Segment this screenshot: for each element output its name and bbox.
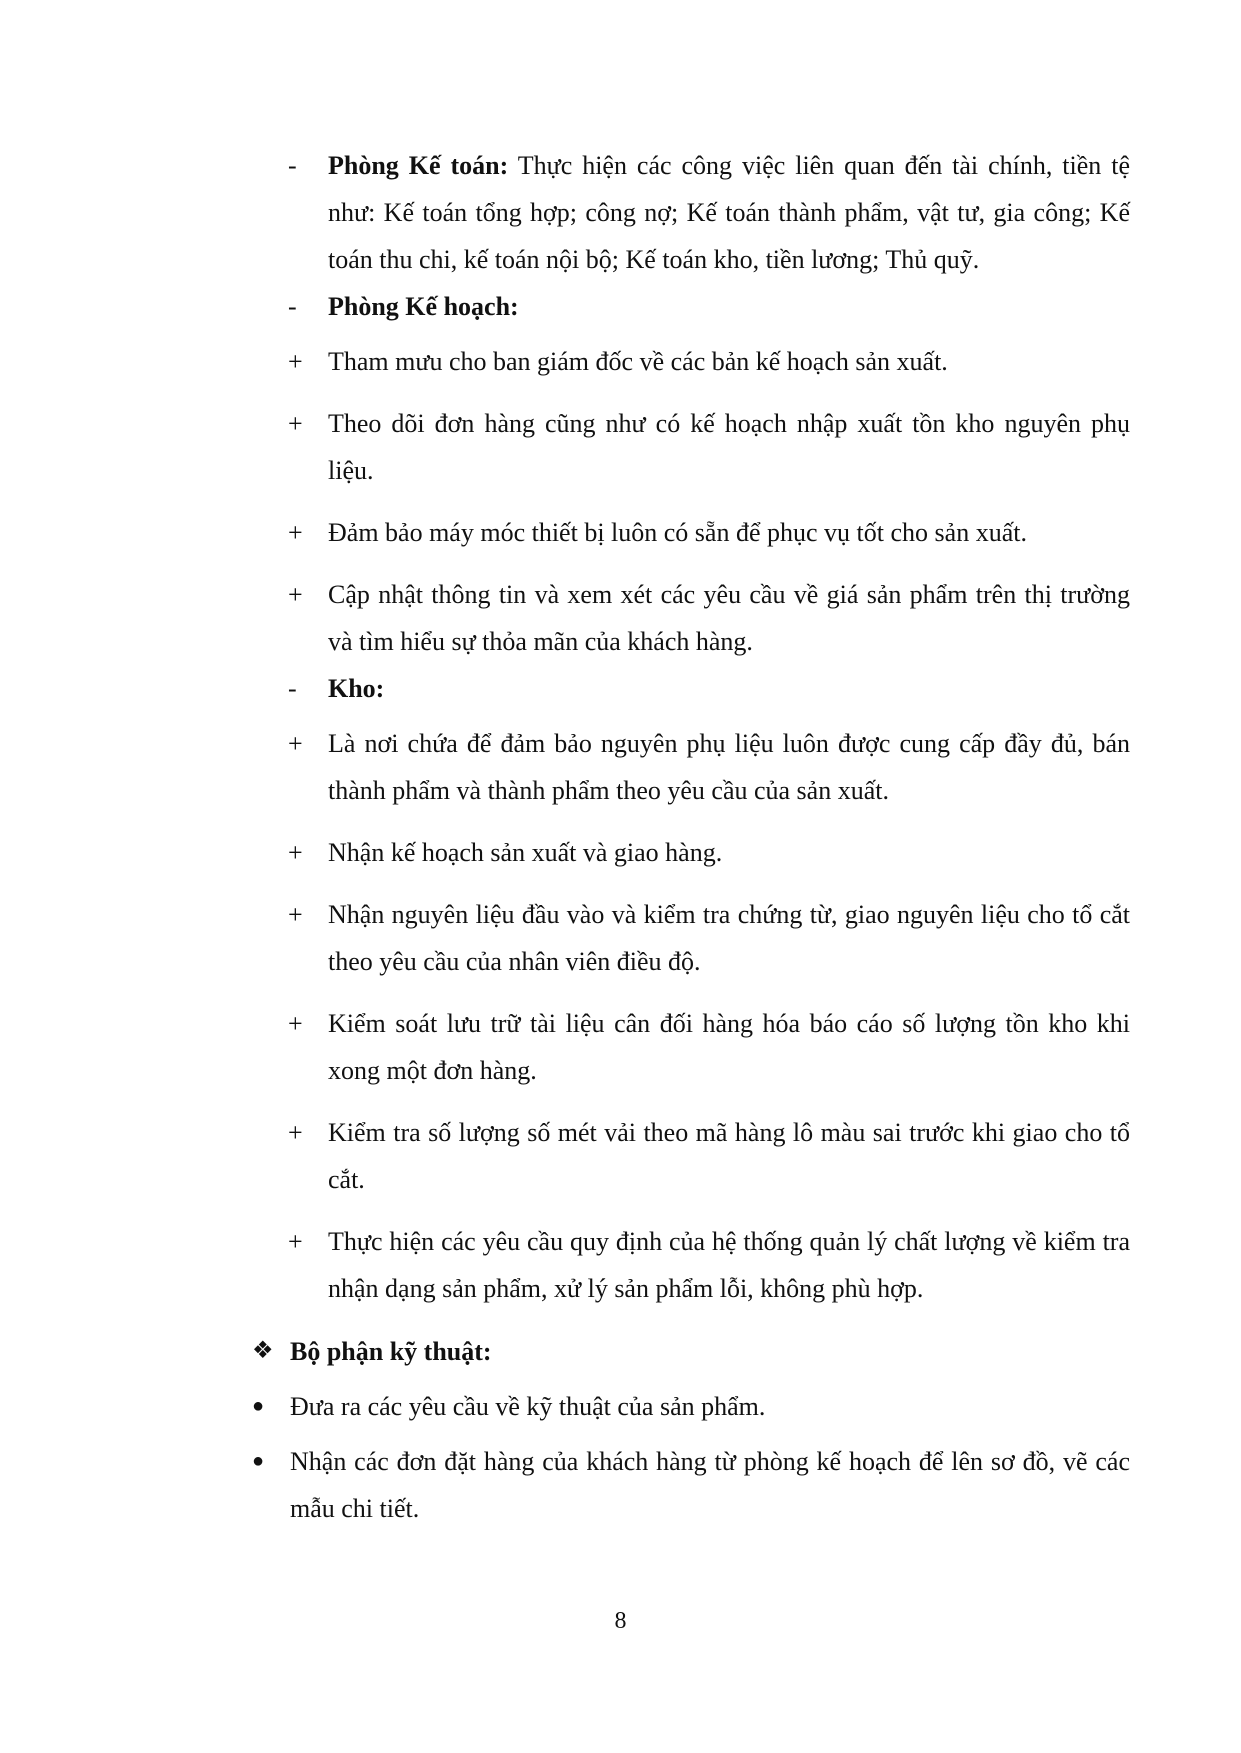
plus-marker: +	[288, 518, 303, 547]
circle-bullet-icon: ●	[252, 1395, 265, 1417]
page-content	[250, 142, 1130, 1532]
section-heading-text: Bộ phận kỹ thuật:	[290, 1337, 492, 1366]
sub-item	[250, 891, 1130, 985]
sub-item-text: Là nơi chứa để đảm bảo nguyên phụ liệu luôn được cung cấp đầy đủ, bán thành phẩm và thành phẩm theo yêu cầu của sản xuất.	[328, 729, 1130, 805]
bullet-item	[250, 1438, 1130, 1532]
diamond-bullet-icon: ❖	[252, 1338, 274, 1364]
bullet-item-text: Đưa ra các yêu cầu về kỹ thuật của sản phẩm.	[290, 1392, 766, 1421]
sub-item	[250, 720, 1130, 814]
sub-item	[250, 509, 1130, 556]
dash-marker: -	[288, 292, 297, 321]
plus-marker: +	[288, 900, 303, 929]
dash-marker: -	[288, 674, 297, 703]
item-heading: Phòng Kế hoạch:	[328, 292, 519, 321]
list-item-accounting	[250, 142, 1130, 283]
sub-item	[250, 1109, 1130, 1203]
plus-marker: +	[288, 838, 303, 867]
sub-item	[250, 1218, 1130, 1312]
list-item-text	[328, 283, 1130, 330]
list-item-warehouse	[250, 665, 1130, 712]
dash-marker: -	[288, 151, 297, 180]
circle-bullet-icon: ●	[252, 1450, 265, 1472]
section-heading-technical	[250, 1328, 1130, 1375]
plus-marker: +	[288, 409, 303, 438]
sub-item	[250, 1000, 1130, 1094]
sub-item	[250, 400, 1130, 494]
bullet-item-text: Nhận các đơn đặt hàng của khách hàng từ phòng kế hoạch để lên sơ đồ, vẽ các mẫu chi tiết.	[290, 1447, 1130, 1523]
bullet-item	[250, 1383, 1130, 1430]
plus-marker: +	[288, 347, 303, 376]
page-number: 8	[614, 1608, 627, 1634]
item-body: Thực hiện các công việc liên quan đến tài chính, tiền tệ như: Kế toán tổng hợp; công nợ; Kế toán thành phẩm, vật tư, gia công; Kế toán thu chi, kế toán nội bộ; Kế toán kho, tiền lương; Thủ quỹ.	[328, 151, 1131, 274]
sub-item-text: Kiểm soát lưu trữ tài liệu cân đối hàng hóa báo cáo số lượng tồn kho khi xong một đơn hàng.	[328, 1009, 1130, 1085]
list-item-text	[328, 142, 1130, 283]
sub-item-text: Cập nhật thông tin và xem xét các yêu cầu về giá sản phẩm trên thị trường và tìm hiểu sự thỏa mãn của khách hàng.	[328, 580, 1130, 656]
sub-item	[250, 571, 1130, 665]
plus-marker: +	[288, 580, 303, 609]
plus-marker: +	[288, 729, 303, 758]
sub-item-text: Nhận nguyên liệu đầu vào và kiểm tra chứng từ, giao nguyên liệu cho tổ cắt theo yêu cầu của nhân viên điều độ.	[328, 900, 1130, 976]
sub-item-text: Kiểm tra số lượng số mét vải theo mã hàng lô màu sai trước khi giao cho tổ cắt.	[328, 1118, 1130, 1194]
sub-item-text: Đảm bảo máy móc thiết bị luôn có sẵn để phục vụ tốt cho sản xuất.	[328, 518, 1027, 547]
list-item-text	[328, 665, 1130, 712]
sub-item-text: Nhận kế hoạch sản xuất và giao hàng.	[328, 838, 723, 867]
sub-item-text: Tham mưu cho ban giám đốc về các bản kế hoạch sản xuất.	[328, 347, 948, 376]
plus-marker: +	[288, 1227, 303, 1256]
plus-marker: +	[288, 1118, 303, 1147]
sub-item-text: Thực hiện các yêu cầu quy định của hệ thống quản lý chất lượng về kiểm tra nhận dạng sản phẩm, xử lý sản phẩm lỗi, không phù hợp.	[328, 1227, 1130, 1303]
list-item-planning	[250, 283, 1130, 330]
sub-item	[250, 338, 1130, 385]
sub-item	[250, 829, 1130, 876]
sub-item-text: Theo dõi đơn hàng cũng như có kế hoạch nhập xuất tồn kho nguyên phụ liệu.	[328, 409, 1130, 485]
item-heading: Kho:	[328, 674, 385, 703]
plus-marker: +	[288, 1009, 303, 1038]
item-heading: Phòng Kế toán:	[328, 151, 509, 180]
